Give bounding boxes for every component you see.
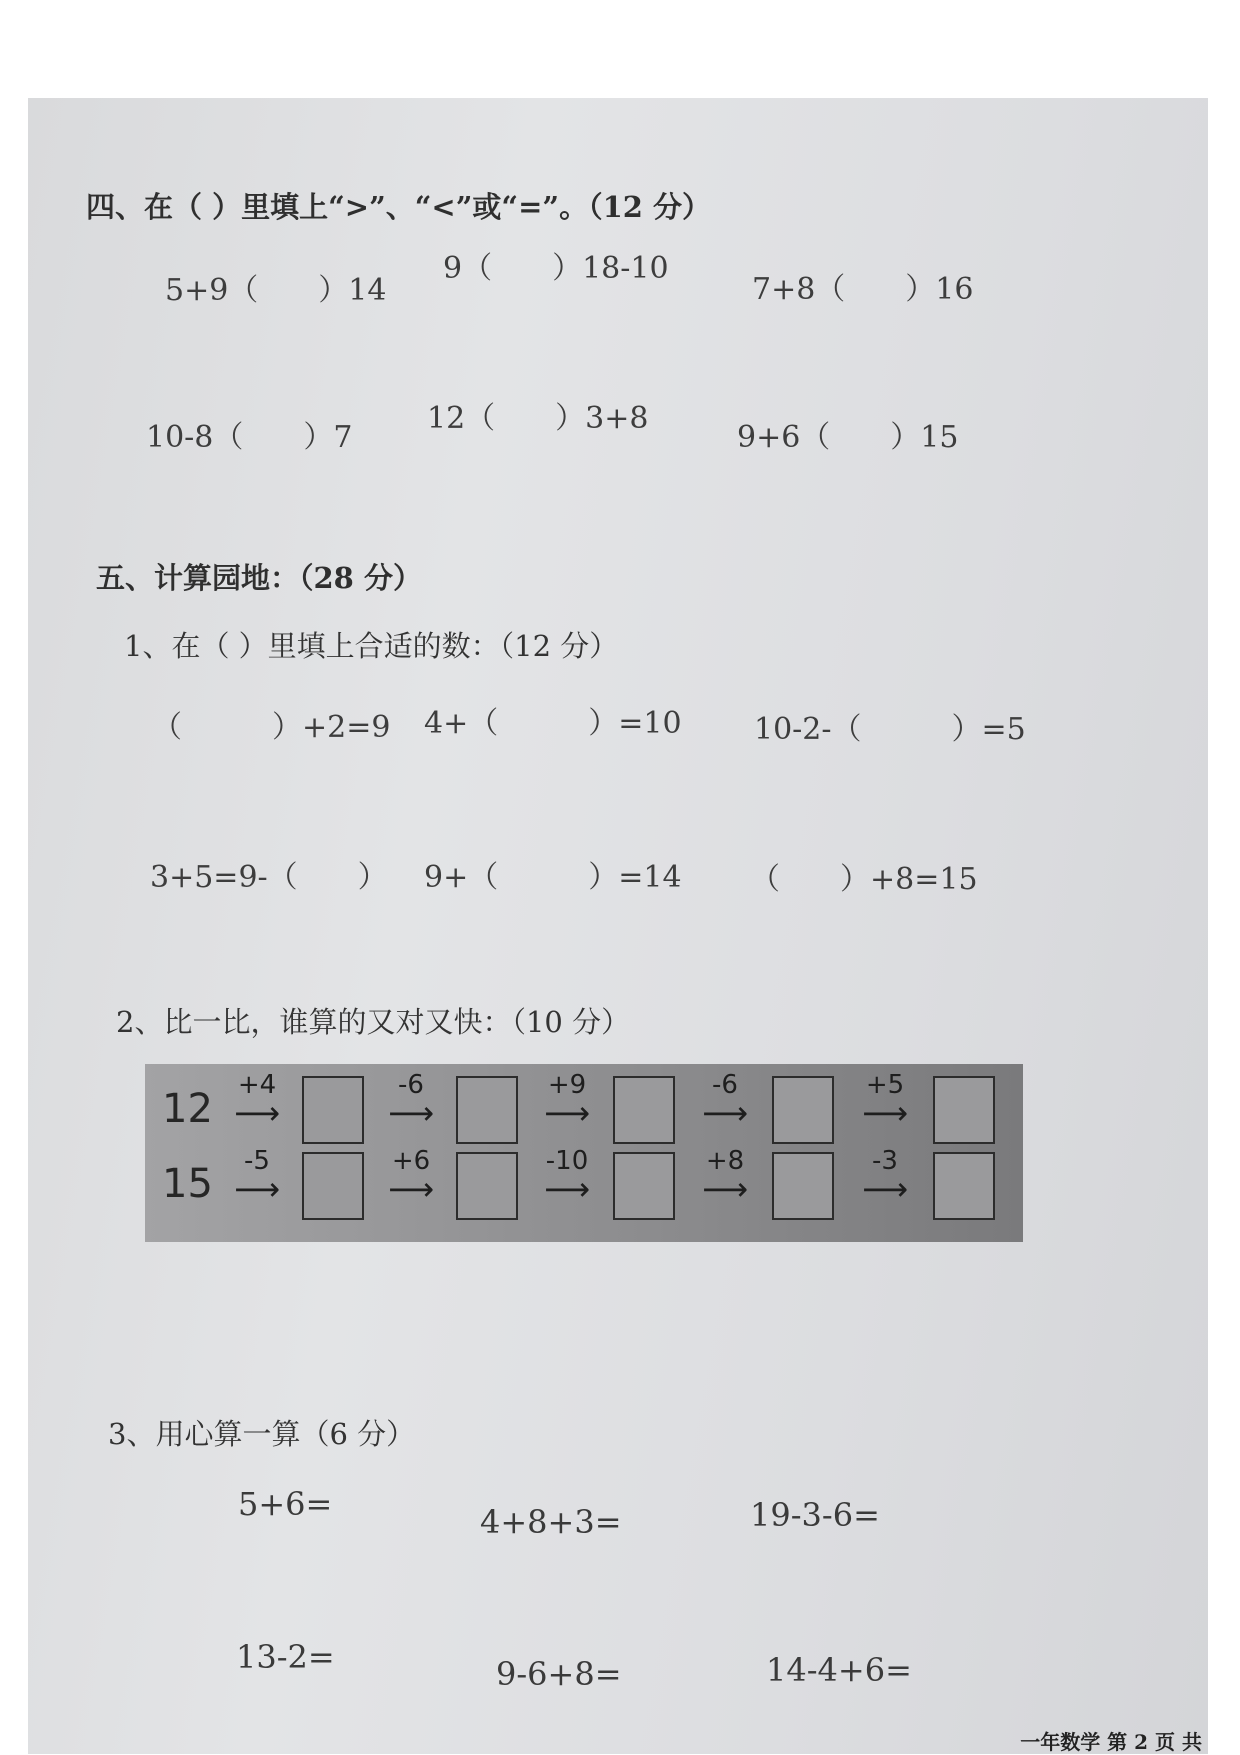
compare-item-5: 12（ ）3+8: [427, 401, 649, 436]
row2-op-4: +8 ⟶: [702, 1146, 748, 1208]
row1-op-2: -6 ⟶: [388, 1070, 434, 1132]
fill-item-3: 10-2-（ ）=5: [754, 712, 1026, 747]
row2-op-1: -5 ⟶: [234, 1146, 280, 1208]
row1-answer-box-3[interactable]: [613, 1076, 675, 1144]
row2-answer-box-4[interactable]: [772, 1152, 834, 1220]
fill-item-4: 3+5=9-（ ）: [150, 860, 388, 895]
compare-item-6: 9+6（ ）15: [737, 420, 959, 455]
row1-op-1: +4 ⟶: [234, 1070, 280, 1132]
row2-answer-box-1[interactable]: [302, 1152, 364, 1220]
row1-op-5: +5 ⟶: [862, 1070, 908, 1132]
row2-op-2: +6 ⟶: [388, 1146, 434, 1208]
compare-item-3: 7+8（ ）16: [752, 272, 974, 307]
q3-title: 3、用心算一算（6 分）: [108, 1417, 416, 1451]
fill-item-1: （ ）+2=9: [152, 710, 391, 745]
row2-answer-box-5[interactable]: [933, 1152, 995, 1220]
mental-item-1: 5+6=: [238, 1485, 333, 1523]
q2-title: 2、比一比，谁算的又对又快：（10 分）: [116, 1005, 631, 1039]
compare-item-4: 10-8（ ）7: [146, 420, 353, 455]
page-footer: 一年数学 第 2 页 共: [1020, 1730, 1202, 1754]
mental-item-6: 14-4+6=: [766, 1651, 912, 1689]
mental-item-4: 13-2=: [236, 1638, 335, 1676]
fill-item-2: 4+（ ）=10: [424, 706, 682, 741]
row2-op-3: -10 ⟶: [544, 1146, 590, 1208]
compare-item-1: 5+9（ ）14: [165, 273, 387, 308]
row1-answer-box-1[interactable]: [302, 1076, 364, 1144]
row2-answer-box-3[interactable]: [613, 1152, 675, 1220]
section-4-title: 四、在（ ）里填上“>”、“<”或“=”。（12 分）: [86, 190, 712, 224]
mental-item-2: 4+8+3=: [480, 1503, 622, 1541]
row1-answer-box-5[interactable]: [933, 1076, 995, 1144]
section-5-title: 五、计算园地：（28 分）: [96, 561, 422, 595]
compare-item-2: 9（ ）18-10: [443, 251, 669, 286]
row1-answer-box-2[interactable]: [456, 1076, 518, 1144]
row1-op-3: +9 ⟶: [544, 1070, 590, 1132]
q1-title: 1、在（ ）里填上合适的数：（12 分）: [124, 629, 619, 663]
mental-item-5: 9-6+8=: [496, 1655, 622, 1693]
fill-item-6: （ ）+8=15: [750, 862, 978, 897]
fill-item-5: 9+（ ）=14: [424, 860, 682, 895]
row1-start-number: 12: [162, 1086, 213, 1132]
row2-start-number: 15: [162, 1161, 213, 1207]
chain-calc-strip: [145, 1064, 1023, 1242]
row1-answer-box-4[interactable]: [772, 1076, 834, 1144]
mental-item-3: 19-3-6=: [750, 1496, 880, 1534]
row2-answer-box-2[interactable]: [456, 1152, 518, 1220]
row2-op-5: -3 ⟶: [862, 1146, 908, 1208]
row1-op-4: -6 ⟶: [702, 1070, 748, 1132]
